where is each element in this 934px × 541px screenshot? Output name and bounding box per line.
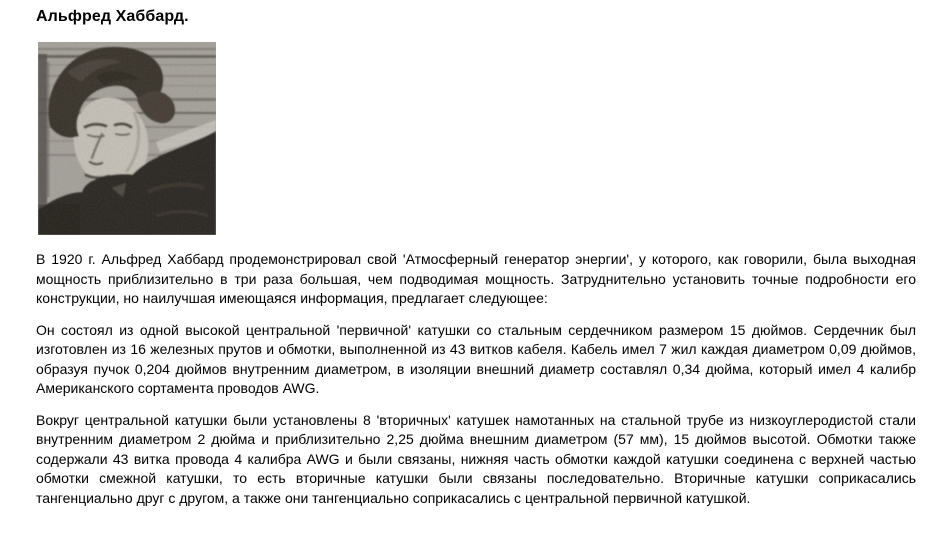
paragraph-intro: В 1920 г. Альфред Хаббард продемонстрировал свой 'Атмосферный генератор энергии', у которого, как говорили, была выходная мощность приблизительно в три раза большая, чем подводимая мощность. Затруднительно установить точные подробности его конструкции, но наилучшая имеющаяся информация, предлагает следующее: — [36, 251, 916, 306]
paragraph-primary-coil: Он состоял из одной высокой центральной 'первичной' катушки со стальным сердечником размером 15 дюймов. Сердечник был изготовлен из 16 железных прутов и обмотки, выполненной из 43 витков кабеля. Кабель имел 7 жил каждая диаметром 0,09 дюймов, образуя пучок 0,204 дюймов внутренним диаметром, в изоляции внешний диаметр составлял 0,34 дюйма, который имел 4 калибр Американского сортамента проводов AWG. — [36, 321, 916, 396]
paragraph-secondary-coils: Вокруг центральной катушки были установлены 8 'вторичных' катушек намотанных на стальной трубе из низкоуглеродистой стали внутренним диаметром 2 дюйма и приблизительно 2,25 дюйма внешним диаметром (57 мм), 15 дюймов высотой. Обмотки также содержали 43 витка провода 4 калибра AWG и были связаны, нижняя часть обмотки каждой катушки соединена с верхней частью обмотки смежной катушки, то есть вторичные катушки были связаны последовательно. Вторичные катушки соприкасались тангенциально друг с другом, а также они тангенциально соприкасались с центральной первичной катушкой. — [36, 411, 916, 506]
article-body — [36, 250, 916, 508]
page-title: Альфред Хаббард. — [36, 8, 189, 25]
portrait-photo-illustration — [38, 42, 216, 235]
portrait-photo — [38, 42, 216, 235]
